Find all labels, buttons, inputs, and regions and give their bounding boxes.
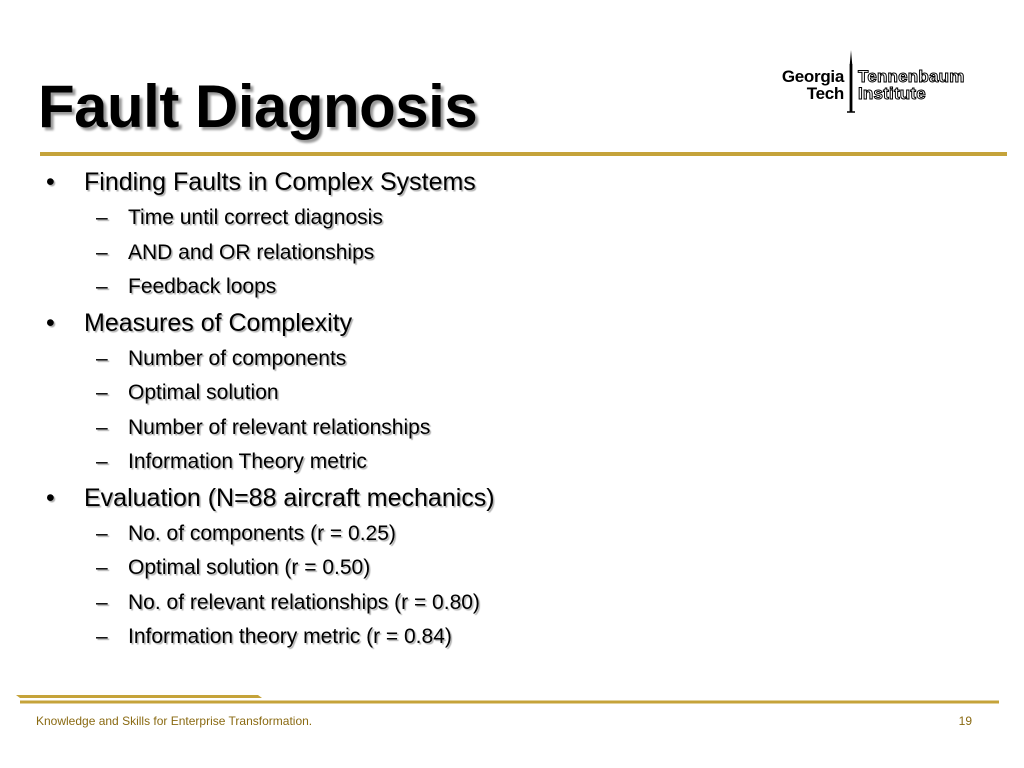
dash-icon: –	[96, 240, 108, 264]
logo-tennenbaum-institute: Tennenbaum Institute	[858, 67, 965, 103]
dash-icon: –	[96, 450, 108, 473]
dash-icon: –	[96, 556, 108, 579]
sub-bullet-item	[0, 236, 1024, 271]
georgia-tech-tennenbaum-logo	[758, 50, 990, 114]
bullet-text: Finding Faults in Complex Systems	[84, 168, 476, 196]
sub-bullet-item	[0, 201, 1024, 236]
title-divider	[40, 152, 1007, 156]
sub-bullet-item	[0, 445, 1024, 480]
sub-bullet-text: Information Theory metric	[128, 450, 367, 473]
dash-icon: –	[96, 521, 108, 545]
bullet-dot-icon: •	[46, 308, 55, 337]
sub-bullet-item	[0, 376, 1024, 411]
bullet-text: Measures of Complexity	[84, 308, 353, 337]
sub-bullet-item	[0, 270, 1024, 305]
bullet-dot-icon: •	[46, 168, 55, 196]
bullet-text: Evaluation (N=88 aircraft mechanics)	[84, 483, 495, 512]
footer-divider	[0, 688, 1024, 708]
dash-icon: –	[96, 206, 108, 229]
logo-divider-icon	[847, 50, 855, 114]
dash-icon: –	[96, 381, 108, 404]
bullet-item	[0, 305, 1024, 342]
page-number: 19	[958, 714, 972, 728]
sub-bullet-text: Number of components	[128, 346, 347, 370]
bullet-item	[0, 480, 1024, 517]
sub-bullet-text: Information theory metric (r = 0.84)	[128, 625, 452, 648]
dash-icon: –	[96, 625, 108, 648]
sub-bullet-item	[0, 551, 1024, 586]
logo-georgia-tech: Georgia Tech	[781, 67, 844, 103]
footer-text: Knowledge and Skills for Enterprise Transformation.	[36, 714, 313, 728]
sub-bullet-item	[0, 517, 1024, 552]
sub-bullet-text: Feedback loops	[128, 275, 277, 298]
sub-bullet-item	[0, 342, 1024, 377]
sub-bullet-text: Optimal solution	[128, 381, 279, 404]
sub-bullet-item	[0, 411, 1024, 446]
slide-title: Fault Diagnosis	[38, 73, 478, 140]
sub-bullet-text: Optimal solution (r = 0.50)	[128, 556, 371, 579]
dash-icon: –	[96, 275, 108, 298]
sub-bullet-text: AND and OR relationships	[128, 240, 375, 264]
bullet-item	[0, 164, 1024, 201]
dash-icon: –	[96, 590, 108, 614]
sub-bullet-item	[0, 586, 1024, 621]
dash-icon: –	[96, 415, 108, 439]
dash-icon: –	[96, 346, 108, 370]
sub-bullet-item	[0, 620, 1024, 655]
sub-bullet-text: Time until correct diagnosis	[128, 206, 383, 229]
sub-bullet-text: Number of relevant relationships	[128, 415, 431, 439]
slide-content	[0, 164, 1024, 655]
sub-bullet-text: No. of relevant relationships (r = 0.80)	[128, 590, 480, 614]
bullet-dot-icon: •	[46, 483, 55, 512]
sub-bullet-text: No. of components (r = 0.25)	[128, 521, 396, 545]
